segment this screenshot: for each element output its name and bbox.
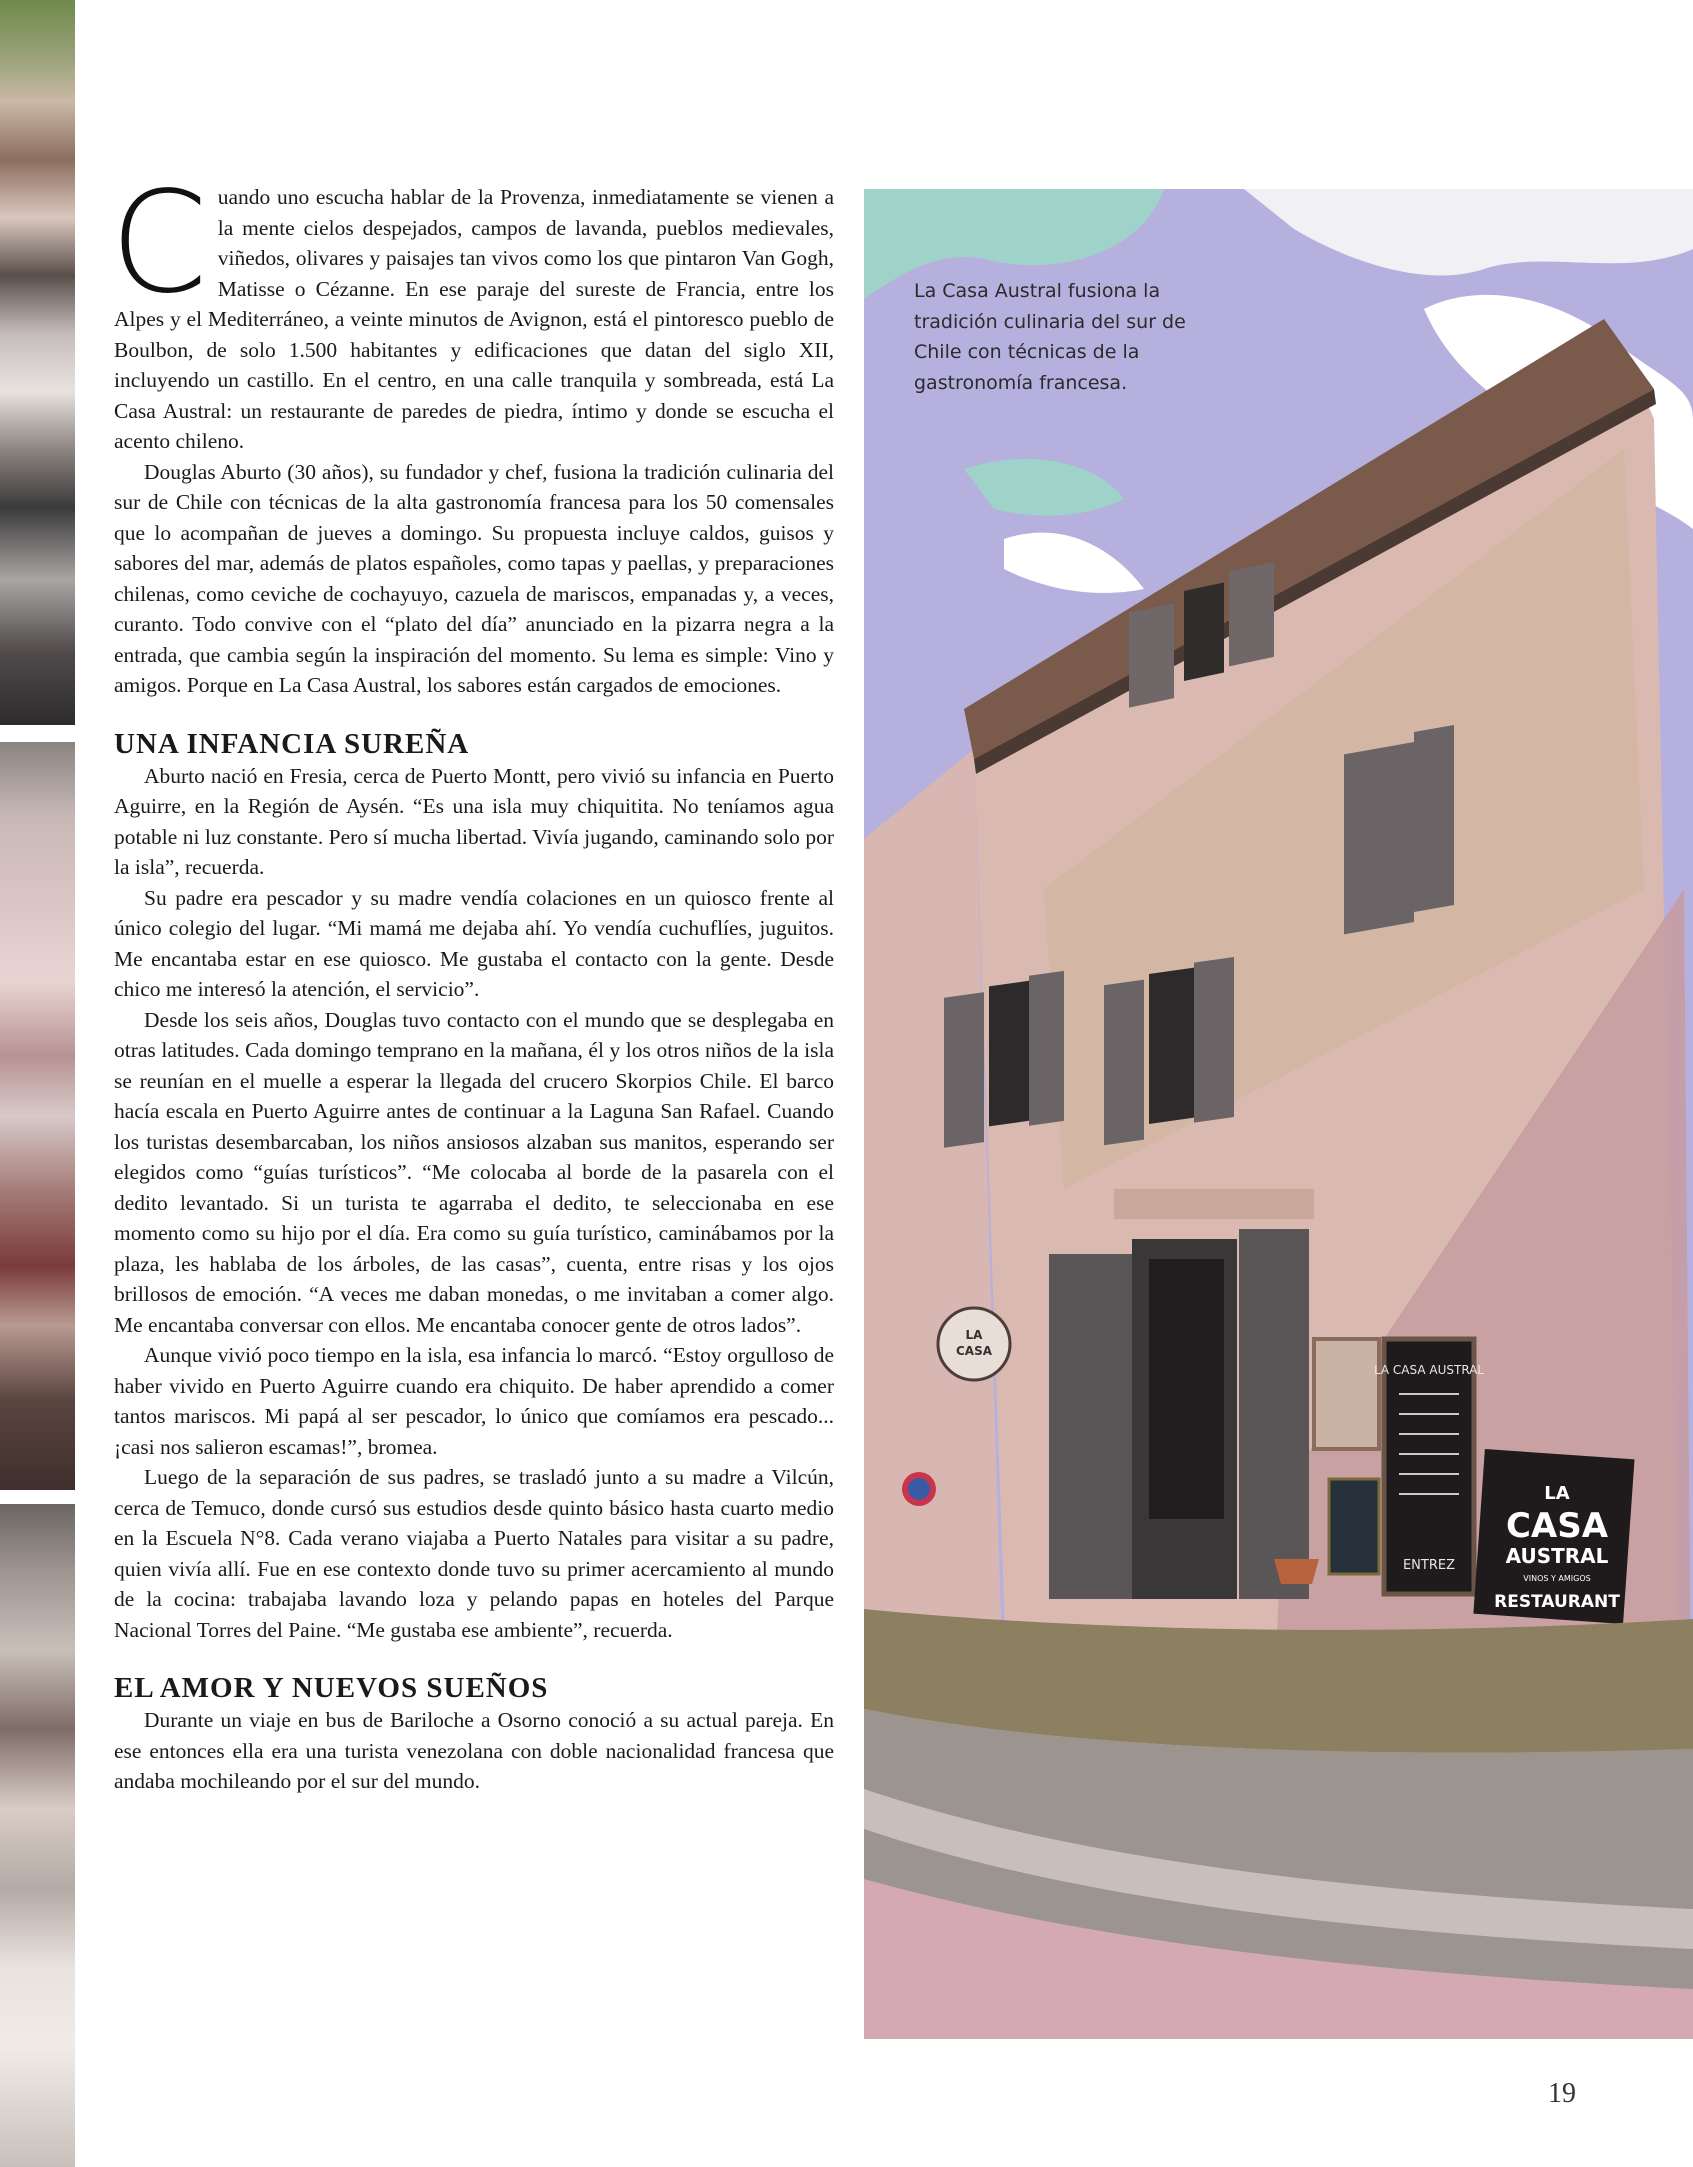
article-paragraph: Desde los seis años, Douglas tuvo contacto con el mundo que se desplegaba en otras latitudes. Cada domingo temprano en la mañana, él y los otros niños de la isla se reunían en el muelle a esperar la llegada del crucero Skorpios Chile. El barco hacía escala en Puerto Aguirre antes de continuar a la Laguna San Rafael. Cuando los turistas desembarcaban, los niños ansiosos alzaban sus manitos, esperando ser elegidos como “guías turísticos”. “Me colocaba al borde de la pasarela con el dedito levantado. Si un turista te agarraba el dedito, te seleccionaba en ese momento como su hijo por el día. Era como su guía turístico, caminábamos por la plaza, les hablaba de los árboles, de las casas”, cuenta, entre risas y los ojos brillosos de emoción. “A veces me daban monedas, o me invitaban a comer algo. Me encantaba conversar con ellos. Me encantaba conocer gente de otros lados”. bbox=[114, 1007, 834, 1337]
drop-cap: C bbox=[110, 162, 208, 325]
sign-logo-line3: AUSTRAL bbox=[1505, 1544, 1609, 1568]
round-sign-text-line2: CASA bbox=[955, 1344, 993, 1358]
intro-text: uando uno escucha hablar de la Provenza, inmediatamente se vienen a la mente cielos despejados, campos de lavanda, pueblos medievales, viñedos, olivares y paisajes tan vivos como los que pintaron Van Gogh, Matisse o Cézanne. En ese paraje del sureste de Francia, entre los Alpes y el Mediterráneo, a veinte minutos de Avignon, está el pintoresco pueblo de Boulbon, de solo 1.500 habitantes y edificaciones que datan del siglo XII, incluyendo un castillo. En el centro, en una calle tranquila y sombreada, está La Casa Austral: un restaurante de paredes de piedra, íntimo y donde se escucha el acento chileno. bbox=[114, 185, 834, 453]
article-paragraph: Aunque vivió poco tiempo en la isla, esa infancia lo marcó. “Estoy orgulloso de haber vivido en Puerto Aguirre cuando era chiquito. De haber aprendido a comer tantos mariscos. Mi papá al ser pescador, lo único que comíamos era pescado... ¡casi nos salieron escamas!”, bromea. bbox=[114, 1343, 834, 1459]
left-strip-photo-top bbox=[0, 0, 75, 725]
sign-logo-line1: LA bbox=[1544, 1483, 1570, 1504]
left-photo-strip bbox=[0, 0, 75, 2167]
left-strip-photo-middle bbox=[0, 742, 75, 1490]
photo-caption: La Casa Austral fusiona la tradición culinaria del sur de Chile con técnicas de la gastronomía francesa. bbox=[914, 280, 1186, 394]
article-paragraph: Su padre era pescador y su madre vendía colaciones en un quiosco frente al único colegio del lugar. “Mi mamá me dejaba ahí. Yo vendía cuchuflíes, juguitos. Me encantaba estar en ese quiosco. Me gustaba el contacto con la gente. Desde chico me interesó la atención, el servicio”. bbox=[114, 885, 834, 1001]
chalkboard-footer: ENTREZ bbox=[1402, 1558, 1456, 1573]
article-paragraph: Aburto nació en Fresia, cerca de Puerto Montt, pero vivió su infancia en Puerto Aguirre, en la Región de Aysén. “Es una isla muy chiquitita. No teníamos agua potable ni luz constante. Pero sí mucha libertad. Vivía jugando, caminando solo por la isla”, recuerda. bbox=[114, 763, 834, 879]
facade-illustration bbox=[864, 189, 1693, 2039]
article-paragraph: Durante un viaje en bus de Bariloche a Osorno conoció a su actual pareja. En ese entonces ella era una turista venezolana con doble nacionalidad francesa que andaba mochileando por el sur del mundo. bbox=[114, 1708, 834, 1793]
restaurant-facade-photo bbox=[864, 189, 1693, 2039]
chalkboard-title: LA CASA AUSTRAL bbox=[1373, 1363, 1485, 1377]
article-body bbox=[110, 162, 834, 1797]
page-number: 19 bbox=[1548, 2078, 1576, 2109]
article-intro-paragraph bbox=[110, 162, 834, 457]
section-heading: UNA INFANCIA SUREÑA bbox=[114, 727, 470, 760]
left-strip-photo-bottom bbox=[0, 1504, 75, 2167]
section-heading: EL AMOR Y NUEVOS SUEÑOS bbox=[114, 1672, 549, 1704]
sign-restaurant-label: RESTAURANT bbox=[1494, 1592, 1620, 1612]
sign-logo-line2: CASA bbox=[1505, 1506, 1609, 1546]
round-sign-text-line1: LA bbox=[965, 1328, 983, 1342]
article-paragraph: Luego de la separación de sus padres, se trasladó junto a su madre a Vilcún, cerca de Temuco, donde cursó sus estudios desde quinto básico hasta cuarto medio en la Escuela N°8. Cada verano viajaba a Puerto Natales para visitar a su padre, quien vivía allí. Fue en ese contexto donde tuvo su primer acercamiento al mundo de la cocina: trabajaba lavando loza y pelando papas en hoteles del Parque Nacional Torres del Paine. “Me gustaba ese ambiente”, recuerda. bbox=[114, 1465, 834, 1642]
article-paragraph: Douglas Aburto (30 años), su fundador y chef, fusiona la tradición culinaria del sur de Chile con técnicas de la alta gastronomía francesa para los 50 comensales que lo acompañan de jueves a domingo. Su propuesta incluye caldos, guisos y sabores del mar, además de platos españoles, como tapas y paellas, y preparaciones chilenas, como ceviche de cochayuyo, cazuela de mariscos, empanadas y, a veces, curanto. Todo convive con el “plato del día” anunciado en la pizarra negra a la entrada, que cambia según la inspiración del momento. Su lema es simple: Vino y amigos. Porque en La Casa Austral, los sabores están cargados de emociones. bbox=[114, 459, 834, 697]
sign-tagline: VINOS Y AMIGOS bbox=[1523, 1574, 1591, 1583]
